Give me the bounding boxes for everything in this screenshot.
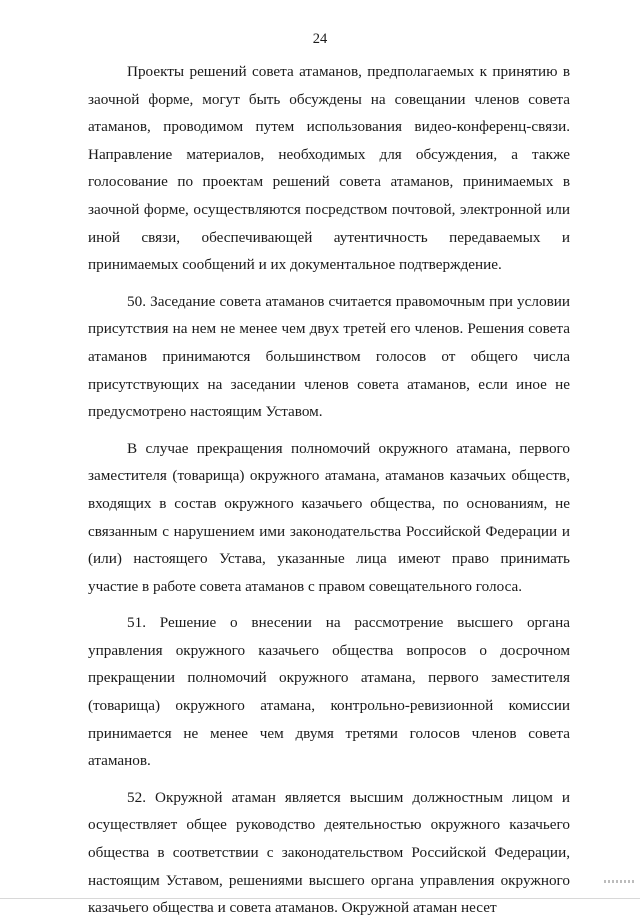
paragraph-clause-50: 50. Заседание совета атаманов считается правомочным при условии присутствия на нем не менее чем двух третей его членов. Решения совета атаманов принимаются большинством голосов от общего числа присутствующих на заседании членов совета атаманов, если иное не предусмотрено настоящим Уставом.: [88, 292, 570, 421]
page-bottom-edge: [0, 898, 640, 899]
scan-artifact: [604, 880, 634, 883]
page-number: 24: [312, 31, 328, 47]
document-body: [88, 58, 570, 922]
paragraph-clause-52: 52. Окружной атаман является высшим должностным лицом и осуществляет общее руководство деятельностью окружного казачьего общества в соответствии с законодательством Российской Федерации, настоящим Уставом, решениями высшего органа управления окружного казачьего общества и совета атаманов. Окружной атаман несет: [88, 788, 570, 917]
paragraph-termination-of-powers: В случае прекращения полномочий окружного атамана, первого заместителя (товарища) окружного атамана, атаманов казачьих обществ, входящих в состав окружного казачьего общества, по основаниям, не связанным с нарушением ими законодательства Российской Федерации и (или) настоящего Устава, указанные лица имеют право принимать участие в работе совета атаманов с правом совещательного голоса.: [88, 439, 570, 595]
paragraph-draft-decisions: Проекты решений совета атаманов, предполагаемых к принятию в заочной форме, могут быть обсуждены на совещании членов совета атаманов, проводимом путем использования видео-конференц-связи. Направление материалов, необходимых для обсуждения, а также голосование по проектам решений совета атаманов, принимаемых в заочной форме, осуществляются посредством почтовой, электронной или иной связи, обеспечивающей аутентичность передаваемых и принимаемых сообщений и их документальное подтверждение.: [88, 63, 570, 274]
paragraph-clause-51: 51. Решение о внесении на рассмотрение высшего органа управления окружного казачьего общества вопросов о досрочном прекращении полномочий окружного атамана, первого заместителя (товарища) окружного атамана, контрольно-ревизионной комиссии принимается не менее чем двумя третями голосов членов совета атаманов.: [88, 614, 570, 770]
